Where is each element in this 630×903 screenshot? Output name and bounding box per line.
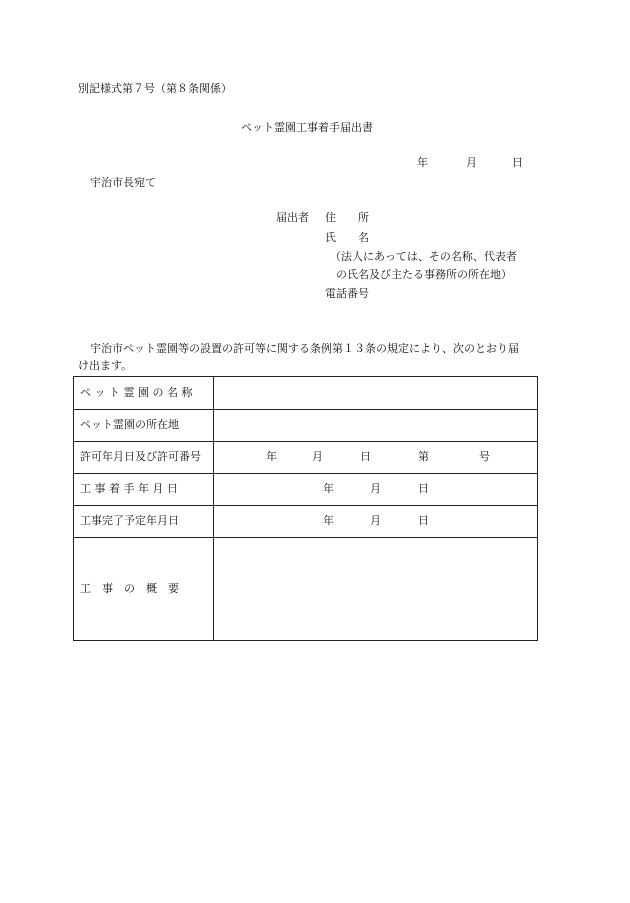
notifier-label: 届出者 bbox=[276, 211, 309, 224]
permit-year: 年 bbox=[266, 450, 277, 463]
permit-day: 日 bbox=[360, 450, 371, 463]
row-label-construction-complete: 工事完了予定年月日 bbox=[80, 514, 179, 527]
row-label-permit: 許可年月日及び許可番号 bbox=[80, 450, 201, 463]
date-month-label: 月 bbox=[466, 156, 477, 169]
start-month: 月 bbox=[370, 482, 381, 495]
row-label-construction-start: 工 事 着 手 年 月 日 bbox=[80, 482, 178, 495]
document-title: ペット霊園工事着手届出書 bbox=[241, 121, 373, 134]
table-row-divider bbox=[74, 505, 537, 506]
date-day-label: 日 bbox=[512, 156, 523, 169]
start-year: 年 bbox=[323, 482, 334, 495]
body-line-1: 宇治市ペット霊園等の設置の許可等に関する条例第１３条の規定により、次のとおり届 bbox=[90, 342, 519, 355]
row-label-cemetery-name: ペ ッ ト 霊 園 の 名 称 bbox=[80, 386, 193, 399]
permit-number-suffix: 号 bbox=[479, 450, 490, 463]
row-label-cemetery-location: ペット霊園の所在地 bbox=[80, 418, 179, 431]
table-row-divider bbox=[74, 409, 537, 410]
permit-number-prefix: 第 bbox=[418, 450, 429, 463]
corp-note-line2: の氏名及び主たる事務所の所在地） bbox=[336, 268, 512, 281]
permit-month: 月 bbox=[312, 450, 323, 463]
complete-year: 年 bbox=[323, 514, 334, 527]
table-row-divider bbox=[74, 537, 537, 538]
table-column-divider bbox=[213, 377, 214, 640]
table-row-divider bbox=[74, 441, 537, 442]
date-year-label: 年 bbox=[417, 156, 428, 169]
name-label: 氏 名 bbox=[325, 231, 369, 244]
row-label-construction-overview: 工 事 の 概 要 bbox=[80, 582, 179, 595]
corp-note-line1: （法人にあっては、その名称、代表者 bbox=[330, 250, 517, 263]
start-day: 日 bbox=[418, 482, 429, 495]
body-line-2: け出ます。 bbox=[78, 359, 133, 372]
addressee: 宇治市長宛て bbox=[90, 176, 156, 189]
complete-day: 日 bbox=[418, 514, 429, 527]
form-number: 別記様式第７号（第８条関係） bbox=[78, 82, 232, 95]
table-row-divider bbox=[74, 473, 537, 474]
complete-month: 月 bbox=[370, 514, 381, 527]
form-table bbox=[73, 376, 538, 641]
phone-label: 電話番号 bbox=[325, 287, 369, 300]
address-label: 住 所 bbox=[325, 211, 369, 224]
